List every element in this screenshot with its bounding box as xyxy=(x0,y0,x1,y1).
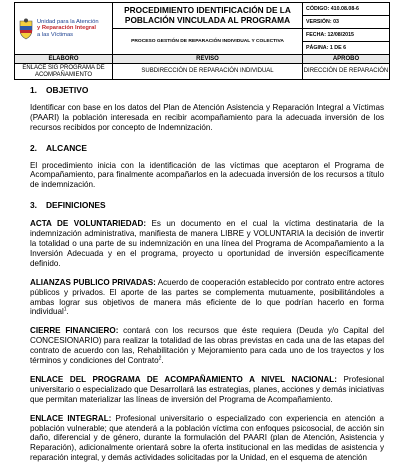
definition-term: CIERRE FINANCIERO: xyxy=(30,326,119,336)
definition-text: Profesional universitario o especializado con experiencia en atención a población vulnerable; que atenderá a la población víctima con enfoques psicosocial, de acción sin daño, diferencial y de género, durante la formulación del PAARI (plan de Atención, Asistencia y Reparación), adicionalmente orientará sobre la oferta institucional en las medidas de asistencia y reparación integral, y demás actividades solicitadas por la Unidad, en el esquema de atención xyxy=(30,413,384,463)
logo-text xyxy=(37,19,99,38)
section-heading: ALCANCE xyxy=(46,142,87,153)
value-elaboro: ENLACE SIG PROGRAMA DE ACOMPAÑAMIENTO xyxy=(15,64,113,79)
header-reviso: REVISÓ xyxy=(113,55,303,63)
document-header xyxy=(14,2,390,55)
document-title xyxy=(113,3,302,29)
section-number: 3. xyxy=(30,200,37,211)
logo-line-2: y Reparación Integral xyxy=(37,25,96,32)
definition-term: ENLACE INTEGRAL: xyxy=(30,413,112,423)
definition-tail: . xyxy=(161,356,164,366)
document-body xyxy=(16,86,384,463)
header-elaboro: ELABORÓ xyxy=(15,55,113,63)
title-line-2: POBLACIÓN VINCULADA AL PROGRAMA xyxy=(124,14,291,25)
doc-date: FECHA: 12/08/2015 xyxy=(303,29,389,42)
doc-page: PÁGINA: 1 DE 6 xyxy=(306,45,347,51)
definition-acta xyxy=(30,219,384,269)
title-line-1: PROCEDIMIENTO IDENTIFICACIÓN DE LA xyxy=(124,5,291,16)
logo-line-1: Unidad para la Atención xyxy=(37,19,99,26)
definition-term: ACTA DE VOLUNTARIEDAD: xyxy=(30,219,147,229)
section-number: 2. xyxy=(30,142,37,153)
section-title-definiciones xyxy=(30,201,384,211)
logo-line-3: a las Víctimas xyxy=(37,31,74,38)
definition-cierre xyxy=(30,326,384,366)
process-name: PROCESO GESTIÓN DE REPARACIÓN INDIVIDUAL Y COLECTIVA xyxy=(131,39,284,44)
definition-text: Profesional universitario o especializado que Desarrollará las estrategias, planes, acciones y demás iniciativas que permitan materializar las líneas de inversión del Programa de Acompañamiento. xyxy=(30,374,385,404)
alcance-paragraph: El procedimiento inicia con la identificación de las víctimas que aceptaron el Programa de Acompañamiento, para finalmente acompañarlos en la adecuada inversión de los recursos a título de indemnización. xyxy=(30,160,384,190)
approvals-header-row xyxy=(15,55,389,64)
definition-enlace-integral xyxy=(30,414,384,463)
section-title-alcance xyxy=(30,144,384,154)
definition-enlace-nacional xyxy=(30,375,384,405)
definition-term: ENLACE DEL PROGRAMA DE ACOMPAÑAMIENTO A NIVEL NACIONAL: xyxy=(30,374,337,384)
definition-tail: . xyxy=(66,307,69,317)
definition-text: Acuerdo de cooperación establecido por contrato entre actores públicos y privados. El aporte de las partes se complementa mutuamente, posibilitándoles a ambas lograr sus objetivos de manera más eficiente de lo que podrían hacerlo en forma individual xyxy=(30,277,384,317)
footnote-ref[interactable]: 2 xyxy=(158,355,162,362)
colombia-crest-icon xyxy=(18,18,34,40)
section-heading: OBJETIVO xyxy=(46,85,89,95)
definition-alianzas xyxy=(30,278,384,318)
logo-cell xyxy=(15,3,113,54)
section-heading: DEFINICIONES xyxy=(46,200,106,211)
doc-code: CÓDIGO: 410.08.08-6 xyxy=(303,3,389,16)
objetivo-paragraph: Identificar con base en los datos del Plan de Atención Asistencia y Reparación Integral a Víctimas (PAARI) la población interesada en recibir acompañamiento para la adecuada inversión de los recursos recibidos por concepto de Indemnización. xyxy=(30,102,384,132)
doc-version: VERSIÓN: 03 xyxy=(303,16,389,29)
section-title-objetivo xyxy=(30,86,384,96)
definition-text: contará con los recursos que éste requiera (Deuda y/o Capital del CONCESIONARIO) para realizar la totalidad de las obras previstas en cada una de las etapas del contrato de acuerdo con las, Rehabilitación y Mejoramiento para cada uno de los trayectos y los términos y condiciones del Contrato xyxy=(30,326,385,366)
definition-text: Es un documento en el cual la víctima destinataria de la indemnización administrativa, manifiesta de manera LIBRE y VOLUNTARIA la decisión de invertir la totalidad o una parte de su indemnización en una línea del Programa de Acompañamiento a la Inversión Adecuada y en el programa, proyecto u oportunidad de inversión específicamente definido. xyxy=(30,219,384,268)
approvals-value-row xyxy=(15,64,389,79)
value-reviso: SUBDIRECCIÓN DE REPARACIÓN INDIVIDUAL xyxy=(113,64,303,79)
title-cell xyxy=(113,3,303,54)
approvals-table xyxy=(14,55,390,80)
footnote-ref[interactable]: 1 xyxy=(63,306,67,313)
header-aprobo: APROBÓ xyxy=(332,55,360,62)
metadata-cell xyxy=(303,3,389,54)
value-aprobo: DIRECCIÓN DE REPARACIÓN xyxy=(303,68,389,75)
section-number: 1. xyxy=(30,85,37,95)
definition-term: ALIANZAS PUBLICO PRIVADAS: xyxy=(30,277,156,287)
